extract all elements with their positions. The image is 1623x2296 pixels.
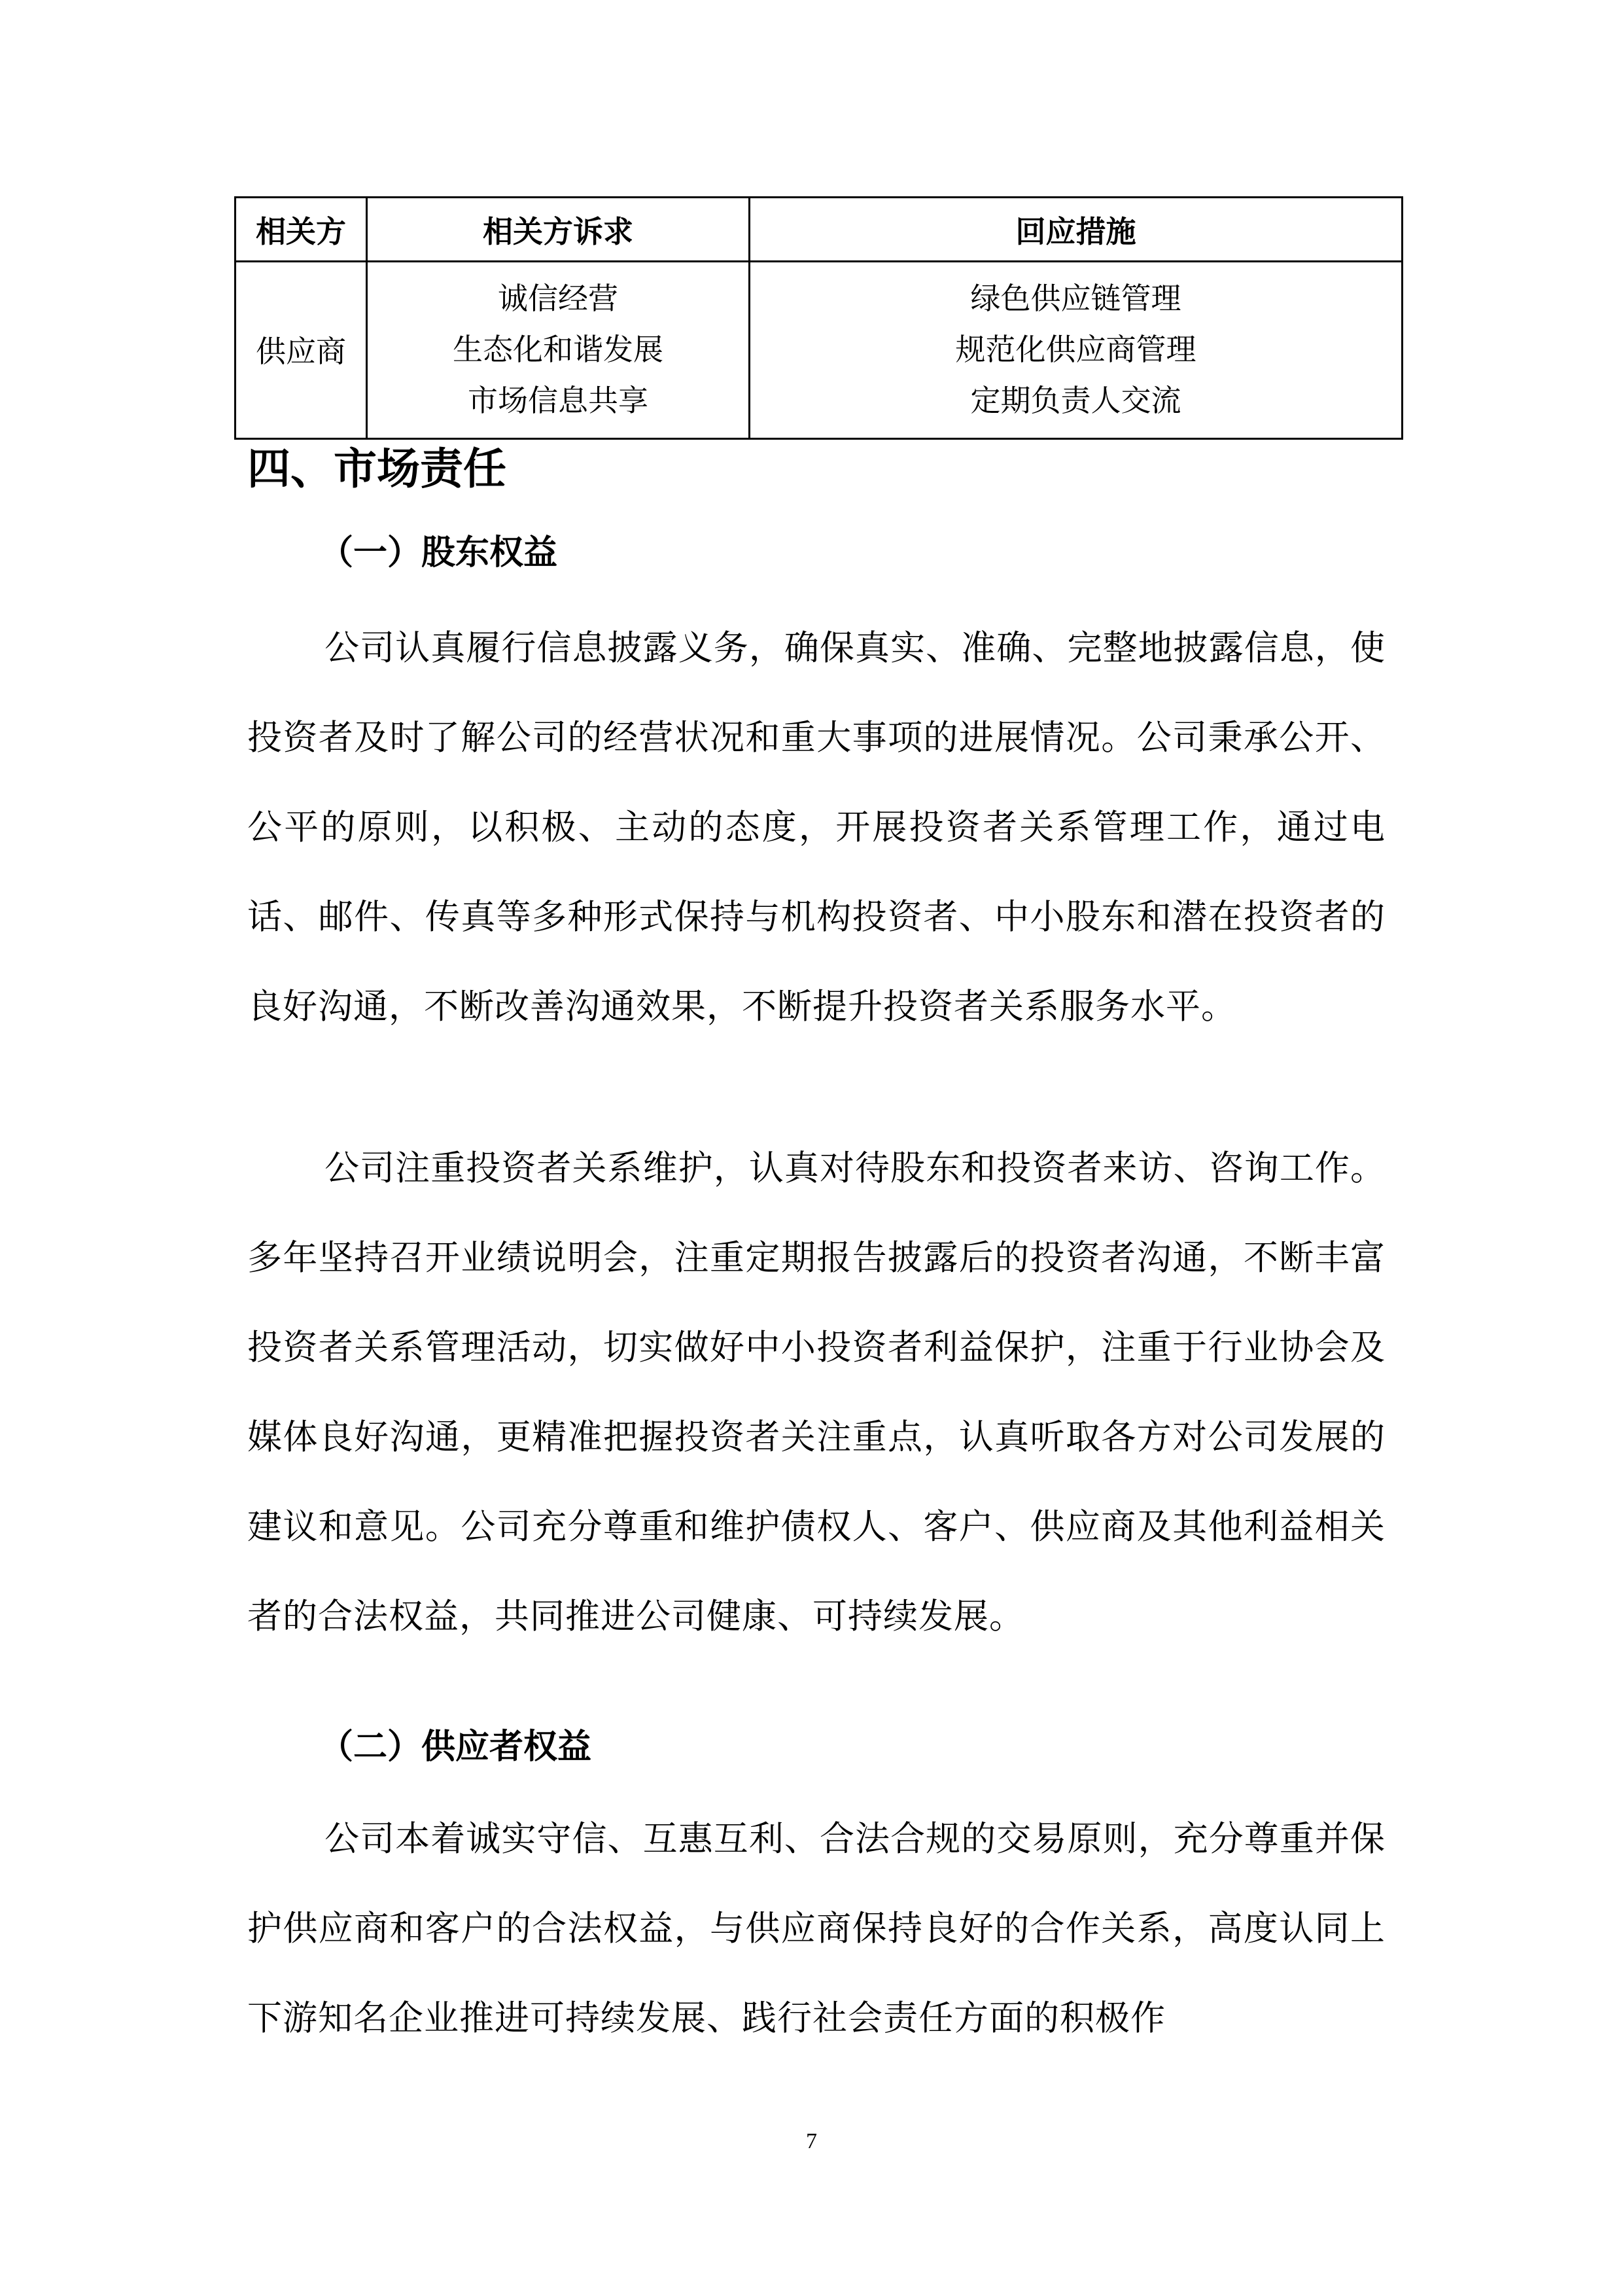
paragraph: 公司注重投资者关系维护，认真对待股东和投资者来访、咨询工作。多年坚持召开业绩说明会，注重定期报告披露后的投资者沟通，不断丰富投资者关系管理活动，切实做好中小投资者利益保护，注重于行业协会及媒体良好沟通，更精准把握投资者关注重点，认真听取各方对公司发展的建议和意见。公司充分尊重和维护债权人、客户、供应商及其他利益相关者的合法权益，共同推进公司健康、可持续发展。 [247, 1148, 1386, 1636]
page-number: 7 [806, 2129, 817, 2153]
response-item: 定期负责人交流 [970, 383, 1181, 418]
subsection-title-shareholders: （一）股东权益 [319, 533, 558, 573]
cell-demands [367, 262, 750, 439]
demand-item: 诚信经营 [498, 281, 618, 316]
header-responses: 回应措施 [750, 198, 1403, 262]
demand-item: 市场信息共享 [468, 383, 648, 418]
cell-party: 供应商 [236, 262, 367, 439]
section-title: 四、市场责任 [247, 443, 506, 494]
table-row [236, 262, 1403, 439]
response-item: 绿色供应链管理 [970, 281, 1181, 316]
stakeholder-table [234, 196, 1403, 440]
demand-item: 生态化和谐发展 [453, 332, 663, 367]
cell-responses [750, 262, 1403, 439]
paragraph: 公司本着诚实守信、互惠互利、合法合规的交易原则，充分尊重并保护供应商和客户的合法权益，与供应商保持良好的合作关系，高度认同上下游知名企业推进可持续发展、践行社会责任方面的积极作 [247, 1819, 1386, 2038]
paragraph: 公司认真履行信息披露义务，确保真实、准确、完整地披露信息，使投资者及时了解公司的经营状况和重大事项的进展情况。公司秉承公开、公平的原则，以积极、主动的态度，开展投资者关系管理工作，通过电话、邮件、传真等多种形式保持与机构投资者、中小股东和潜在投资者的良好沟通，不断改善沟通效果，不断提升投资者关系服务水平。 [247, 628, 1386, 1027]
subsection-title-suppliers: （二）供应者权益 [319, 1727, 592, 1767]
header-stakeholder: 相关方 [236, 198, 367, 262]
response-item: 规范化供应商管理 [955, 332, 1196, 367]
table-header-row [236, 198, 1403, 262]
header-demands: 相关方诉求 [367, 198, 750, 262]
